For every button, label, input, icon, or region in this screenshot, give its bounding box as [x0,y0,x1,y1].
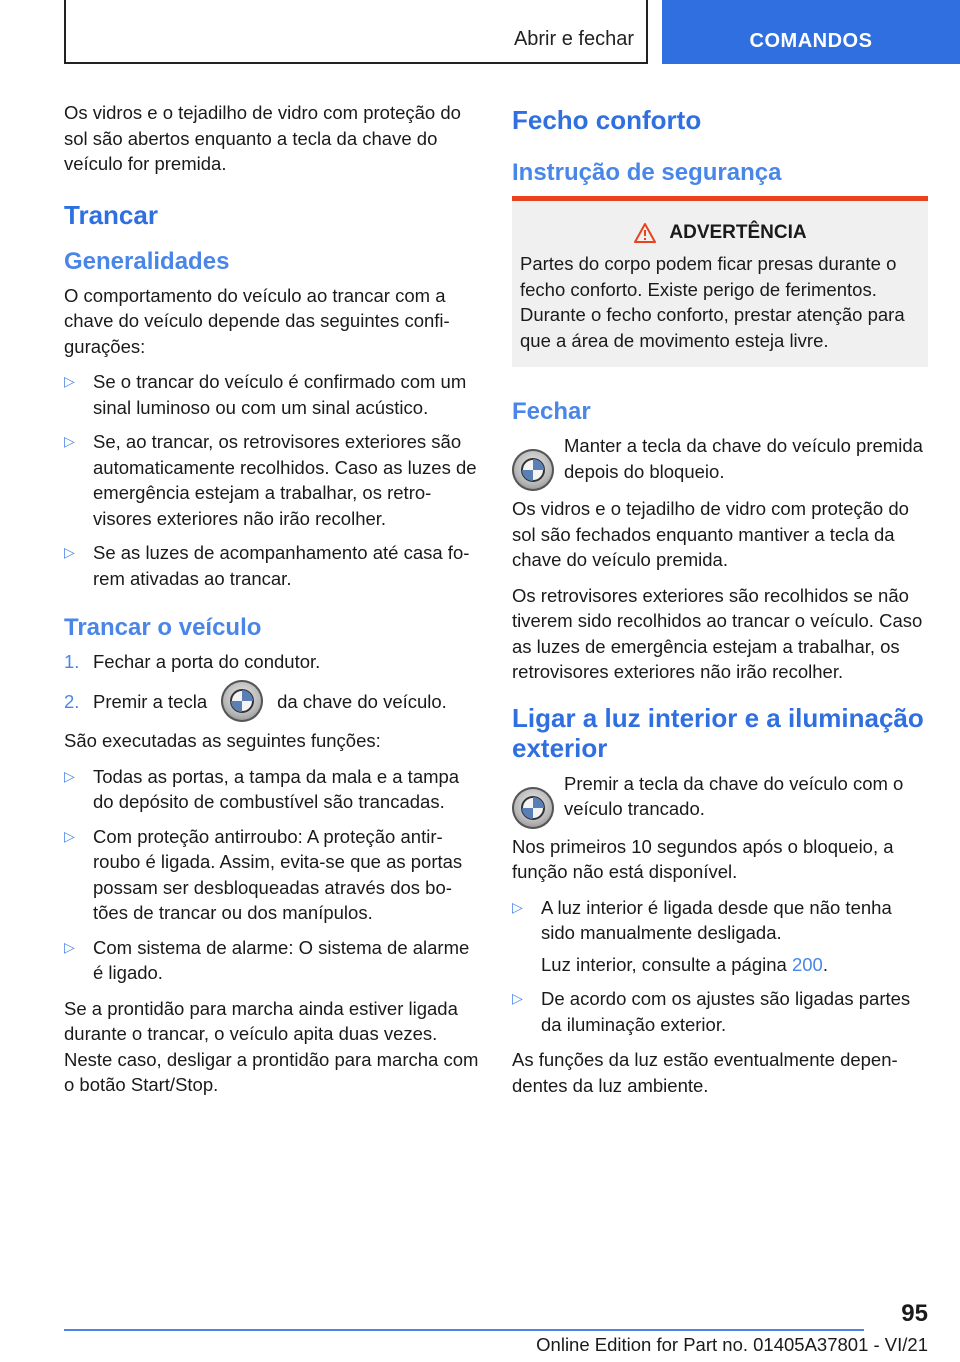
list-item: ▷ Se as luzes de acompanhamento até casa forem ativadas ao trancar. [64,542,470,589]
triangle-bullet-icon: ▷ [64,433,75,449]
generalidades-list [64,369,480,591]
list-item: ▷ Com proteção antirroubo: A proteção antirroubo é ligada. Assim, evita-se que as portas possam ser desbloqueadas através dos botões de trancar ou dos manípulos. [64,825,463,923]
heading-fecho-conforto: Fecho conforto [512,105,702,135]
warning-box [512,196,928,367]
warning-title: ADVERTÊNCIA [520,219,920,247]
list-item: ▷ Se o trancar do veículo é confirmado com um sinal luminoso ou com um sinal acústico. [64,371,467,418]
footer-divider [64,1329,864,1331]
vehicle-key-lock-button-icon [512,787,554,829]
ligar-paragraph-1: Nos primeiros 10 segundos após o bloqueio, a função não está disponível. [512,835,894,882]
right-column [512,100,928,1108]
step-number: 1. [64,651,80,672]
heading-ligar-luz: Ligar a luz interior e a iluminação exterior [512,702,924,763]
step-item: 2. Premir a tecla da chave do veículo. [64,689,480,715]
left-column [64,100,480,1108]
warning-text: Partes do corpo podem ficar presas durante o fecho conforto. Existe perigo de ferimentos. Durante o fecho conforto, prestar atenção para que a área de movimento esteja livre. [520,253,905,351]
fechar-paragraph-1: Os vidros e o tejadilho de vidro com proteção do sol são fechados enquanto mantiver a tecla da chave do veículo premida. [512,498,909,570]
heading-instrucao-seguranca: Instrução de segurança [512,159,782,186]
list-item: ▷ Se, ao trancar, os retrovisores exteriores são automaticamente recolhidos. Caso as luzes de emergência estejam a trabalhar, os retrovisores exteriores não irão recolher. [64,431,477,529]
step-item: 1. Fechar a porta do condutor. [64,649,480,675]
heading-trancar: Trancar [64,199,158,230]
step-number: 2. [64,690,80,712]
steps-list [64,649,480,714]
intro-paragraph: Os vidros e o tejadilho de vidro com proteção do sol são abertos enquanto a tecla da chave do veículo for premida. [64,102,461,174]
generalidades-paragraph: O comportamento do veículo ao trancar com a chave do veículo depende das seguintes configurações: [64,284,450,357]
triangle-bullet-icon: ▷ [64,767,75,784]
ligar-list [512,895,928,1038]
triangle-bullet-icon: ▷ [64,938,75,955]
heading-generalidades: Generalidades [64,247,230,275]
final-paragraph: Se a prontidão para marcha ainda estiver ligada durante o trancar, o veículo apita duas vezes. Neste caso, desligar a prontidão para marcha com o botão Start/Stop. [64,997,479,1095]
heading-fechar: Fechar [512,398,591,425]
fechar-icon-paragraph: Manter a tecla da chave do veículo premida depois do bloqueio. [512,433,928,484]
page-number: 95 [901,1300,928,1327]
edition-text: Online Edition for Part no. 01405A37801 - VI/21 [536,1334,928,1355]
page-link[interactable]: 200 [791,953,823,975]
cross-reference: Luz interior, consulte a página 200. [541,953,828,975]
triangle-bullet-icon: ▷ [64,373,75,389]
vehicle-key-lock-button-icon [221,680,263,722]
ligar-paragraph-2: As funções da luz estão eventualmente dependentes da luz ambiente. [512,1049,898,1096]
triangle-bullet-icon: ▷ [64,544,75,560]
heading-trancar-veiculo: Trancar o veículo [64,614,262,641]
warning-triangle-icon [633,222,657,244]
functions-list [64,764,480,986]
fechar-paragraph-2: Os retrovisores exteriores são recolhidos se não tiverem sido recolhidos ao trancar o veículo. Caso as luzes de emergência estejam a trabalhar, os retrovisores exteriores não irão recolher. [512,584,923,682]
list-item: ▷ A luz interior é ligada desde que não tenha sido manualmente desligada. Luz interior, consulte a página 200. [512,895,928,978]
vehicle-key-lock-button-icon [512,449,554,491]
list-item: ▷ Com sistema de alarme: O sistema de alarme é ligado. [64,936,470,983]
functions-paragraph: São executadas as seguintes funções: [64,730,381,751]
ligar-icon-paragraph: Premir a tecla da chave do veículo com o veículo trancado. [512,771,928,822]
chapter-tab[interactable]: COMANDOS [662,0,960,64]
list-item: ▷ Todas as portas, a tampa da mala e a tampa do depósito de combustível são trancadas. [64,765,460,812]
triangle-bullet-icon: ▷ [64,827,75,844]
list-item: ▷ De acordo com os ajustes são ligadas partes da iluminação exterior. [512,988,911,1035]
triangle-bullet-icon: ▷ [512,898,523,915]
triangle-bullet-icon: ▷ [512,990,523,1006]
section-title: Abrir e fechar [513,28,634,50]
